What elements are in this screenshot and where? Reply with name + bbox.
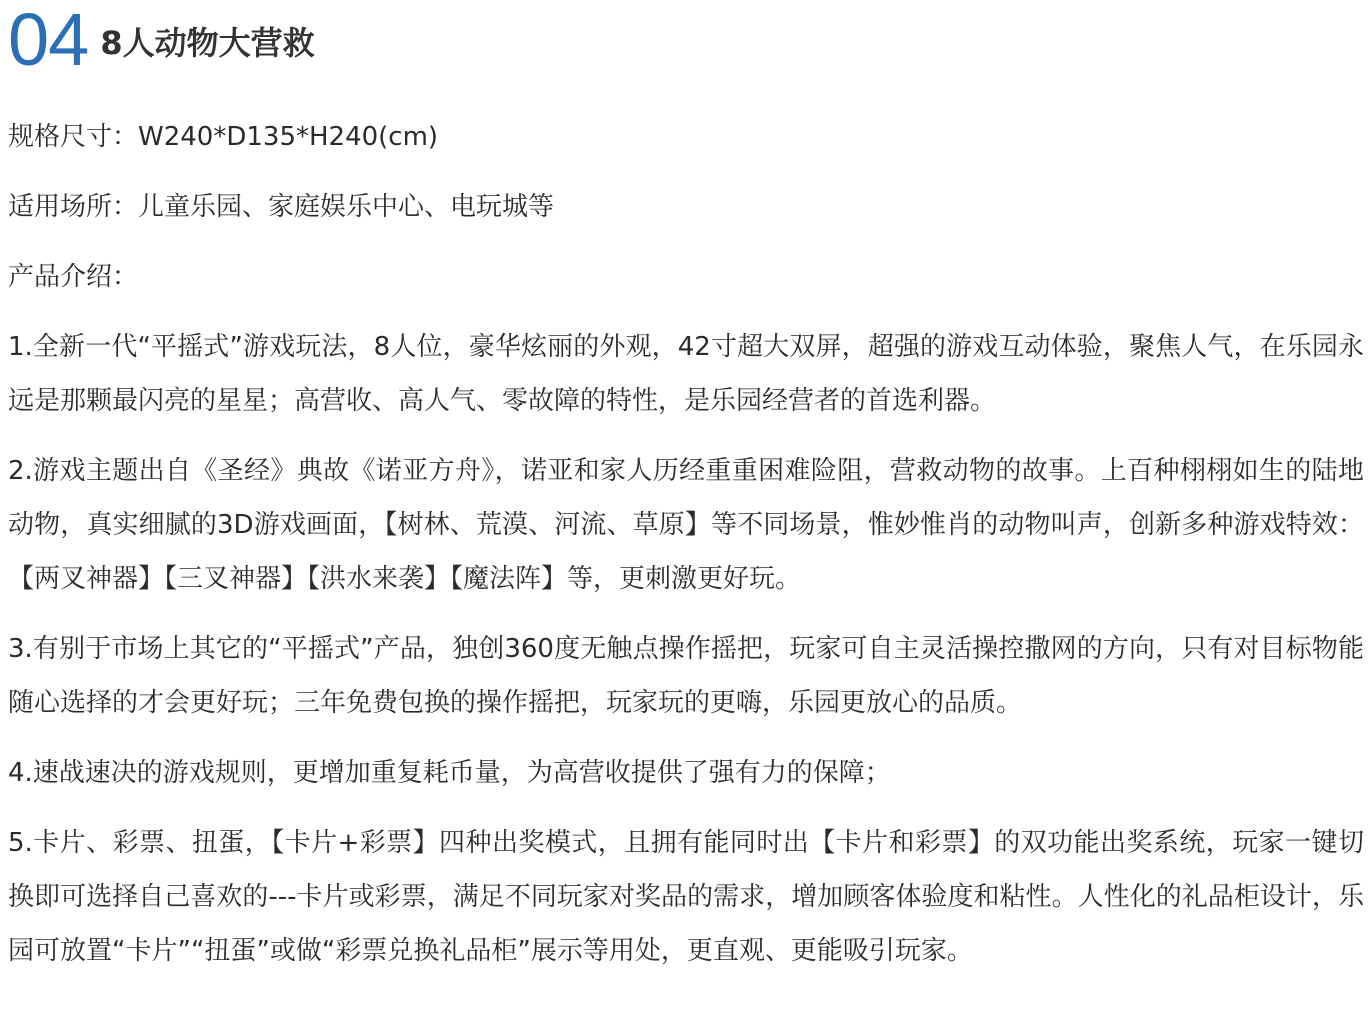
section-header [8, 0, 315, 80]
product-title: 8人动物大营救 [100, 24, 315, 62]
section-number: 04 [8, 0, 89, 81]
spec-size: 规格尺寸：W240*D135*H240(cm) [8, 122, 439, 152]
feature-point-5: 5.卡片、彩票、扭蛋，【卡片+彩票】四种出奖模式，且拥有能同时出【卡片和彩票】的双功能出奖系统，玩家一键切换即可选择自己喜欢的---卡片或彩票，满足不同玩家对奖品的需求，增加顾客体验度和粘性。人性化的礼品柜设计，乐园可放置“卡片”“扭蛋”或做“彩票兑换礼品柜”展示等用处，更直观、更能吸引玩家。 [8, 828, 1364, 966]
feature-point-1: 1.全新一代“平摇式”游戏玩法，8人位，豪华炫丽的外观，42寸超大双屏，超强的游戏互动体验，聚焦人气，在乐园永远是那颗最闪亮的星星；高营收、高人气、零故障的特性，是乐园经营者的首选利器。 [8, 332, 1364, 416]
product-description [8, 110, 1364, 994]
feature-point-4: 4.速战速决的游戏规则，更增加重复耗币量，为高营收提供了强有力的保障； [8, 758, 891, 788]
feature-point-3: 3.有别于市场上其它的“平摇式”产品，独创360度无触点操作摇把，玩家可自主灵活操控撒网的方向，只有对目标物能随心选择的才会更好玩；三年免费包换的操作摇把，玩家玩的更嗨，乐园更放心的品质。 [8, 634, 1364, 718]
intro-label: 产品介绍： [8, 262, 139, 292]
feature-point-2: 2.游戏主题出自《圣经》典故《诺亚方舟》，诺亚和家人历经重重困难险阻，营救动物的故事。上百种栩栩如生的陆地动物，真实细腻的3D游戏画面，【树林、荒漠、河流、草原】等不同场景，惟妙惟肖的动物叫声，创新多种游戏特效：【两叉神器】【三叉神器】【洪水来袭】【魔法阵】等，更刺激更好玩。 [8, 456, 1364, 594]
spec-venue: 适用场所：儿童乐园、家庭娱乐中心、电玩城等 [8, 192, 555, 222]
